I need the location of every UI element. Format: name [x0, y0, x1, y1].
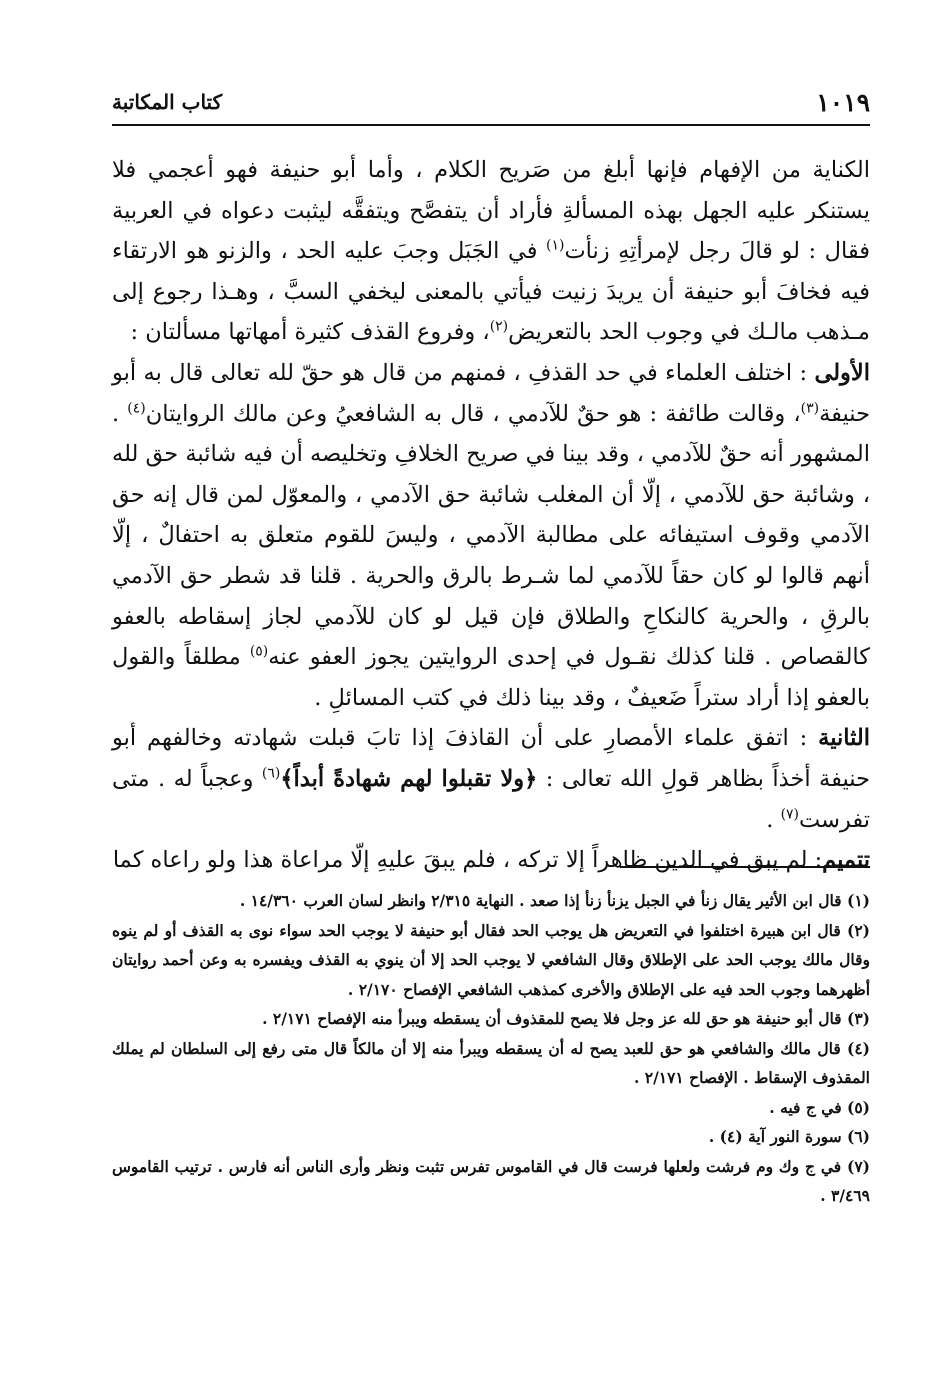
- paragraph-second-issue: [112, 718, 870, 840]
- text-span: : اتفق علماء الأمصارِ على أن القاذفَ إذا تابَ قبلت شهادته وخالفهم أبو حنيفة أخذاً بظاهر قولِ الله تعالى :: [112, 725, 870, 792]
- footnote-rule: [620, 866, 870, 868]
- header-rule: [112, 124, 870, 126]
- paragraph-first-issue: [112, 353, 870, 718]
- footnote-ref: (٥): [249, 643, 269, 660]
- footnote-ref: (١): [546, 237, 565, 254]
- footnote-ref: (٣): [800, 400, 820, 417]
- text-span: : اختلف العلماء في حد القذفِ ، فمنهم من قال هو حقّ لله تعالى قال به أبو حنيفة: [112, 359, 870, 427]
- page-number: ١٠١٩: [816, 88, 870, 117]
- text-span: : لم يبق في الدين ظاهراً إلا تركه ، فلم يبقَ عليهِ إلّا مراعاة هذا ولو راعاه كما: [112, 847, 823, 874]
- section-lead: الأولى: [814, 359, 870, 386]
- page-header: [112, 84, 870, 120]
- section-lead: الثانية: [818, 725, 870, 752]
- text-span: مطلقاً والقول بالعفو إذا أراد ستراً ضَعيفٌ ، وقد بينا ذلك في كتب المسائلِ .: [112, 644, 870, 711]
- footnote-ref: (٤): [127, 400, 146, 417]
- paragraph-completion: [112, 840, 870, 881]
- text-span: في الجَبَل وجبَ عليه الحد ، والزنو هو الارتقاء فيه فخافَ أبو حنيفة أن يريدَ زنيت فيأتي بالمعنى ليخفي السبَّ ، وهـذا رجوع إلى مـذهب مالـك في وجوب الحد بالتعريض: [112, 238, 870, 346]
- footnotes: [112, 886, 870, 1211]
- footnote-ref: (٦): [261, 765, 281, 782]
- paragraph-intro: [112, 150, 870, 353]
- footnote-item: (٢) قال ابن هبيرة اختلفوا في التعريض هل يوجب الحد فقال أبو حنيفة لا يوجب الحد سواء نوى به القذف أو لم ينوه وقال مالك يوجب الحد على الإطلاق وقال الشافعي لا يوجب الحد إلا أن ينوي به القذف ويفسره به وعن أحمد روايتان أظهرهما وجوب الحد فيه على الإطلاق والأخرى كمذهب الشافعي الإفصاح ٢/١٧٠ .: [112, 920, 870, 999]
- section-lead: تتميم: [822, 847, 870, 874]
- footnote-ref: (٢): [489, 318, 509, 335]
- text-span: الكناية من الإفهام فإنها أبلغ من صَريح الكلام ، وأما أبو حنيفة فهو أعجمي فلا يستنكر عليه الجهل بهذه المسألةِ فأراد أن يتفصَّح ويتفقَّه ليثبت دعواه في العربية فقال : لو قالَ رجل لإمرأتِهِ زنأت: [112, 157, 870, 265]
- main-text: [112, 150, 870, 881]
- text-span: . المشهور أنه حقٌ للآدمي ، وقد بينا في صريح الخلافِ وتخليصه أن فيه شائبة حق لله ، وشائبة حق للآدمي ، إلّا أن المغلب شائبة حق الآدمي ، والمعوّل لمن قال إنه حق الآدمي وقوف استيفائه على مطالبة الآدمي ، وليسَ للقوم متعلق به احتفالٌ ، إلّا أنهم قالوا لو كان حقاً للآدمي لما شـرط بالرق والحرية . قلنا قد شطر حق الآدمي بالرقِ ، والحرية كالنكاحِ والطلاق فإن قيل لو كان للآدمي لجاز إسقاطه بالعفو كالقصاص . قلنا كذلك نقـول في إحدى الروايتين يجوز العفو عنه: [112, 400, 870, 671]
- quran-quote: ﴿ولا تقبلوا لهم شهادةً أبداً﴾: [280, 765, 538, 792]
- text-span: وعجباً له . متى تفرست: [112, 765, 870, 833]
- footnote-item: (٣) قال أبو حنيفة هو حق لله عز وجل فلا يصح للمقذوف أن يسقطه ويبرأ منه الإفصاح ٢/١٧١ .: [262, 1009, 870, 1028]
- text-span: ، وقالت طائفة : هو حقٌ للآدمي ، قال به الشافعيُ وعن مالك الروايتان: [145, 400, 801, 427]
- footnote-item: (١) قال ابن الأثير يقال زنأ في الجبل يزنأ زنأ إذا صعد . النهاية ٢/٣١٥ وانظر لسان العرب ١٤/٣٦٠ .: [239, 891, 870, 910]
- footnote-item: (٤) قال مالك والشافعي هو حق للعبد يصح له أن يسقطه ويبرأ منه إلا أن مالكاً قال متى رفع إلى السلطان لم يملك المقذوف الإسقاط . الإفصاح ٢/١٧١ .: [112, 1038, 870, 1087]
- footnote-item: (٥) في ج فيه .: [769, 1097, 870, 1117]
- running-title: كتاب المكاتبة: [112, 90, 223, 114]
- text-span: ، وفروع القذف كثيرة أمهاتها مسألتان :: [130, 319, 490, 346]
- text-span: .: [766, 806, 781, 833]
- footnote-item: (٦) سورة النور آية (٤) .: [708, 1127, 870, 1146]
- footnote-ref: (٧): [780, 806, 799, 822]
- footnote-item: (٧) في ج وك وم فرشت ولعلها فرست قال في القاموس تفرس تثبت ونظر وأرى الناس أنه فارس . ترتيب القاموس ٣/٤٦٩ .: [112, 1156, 870, 1205]
